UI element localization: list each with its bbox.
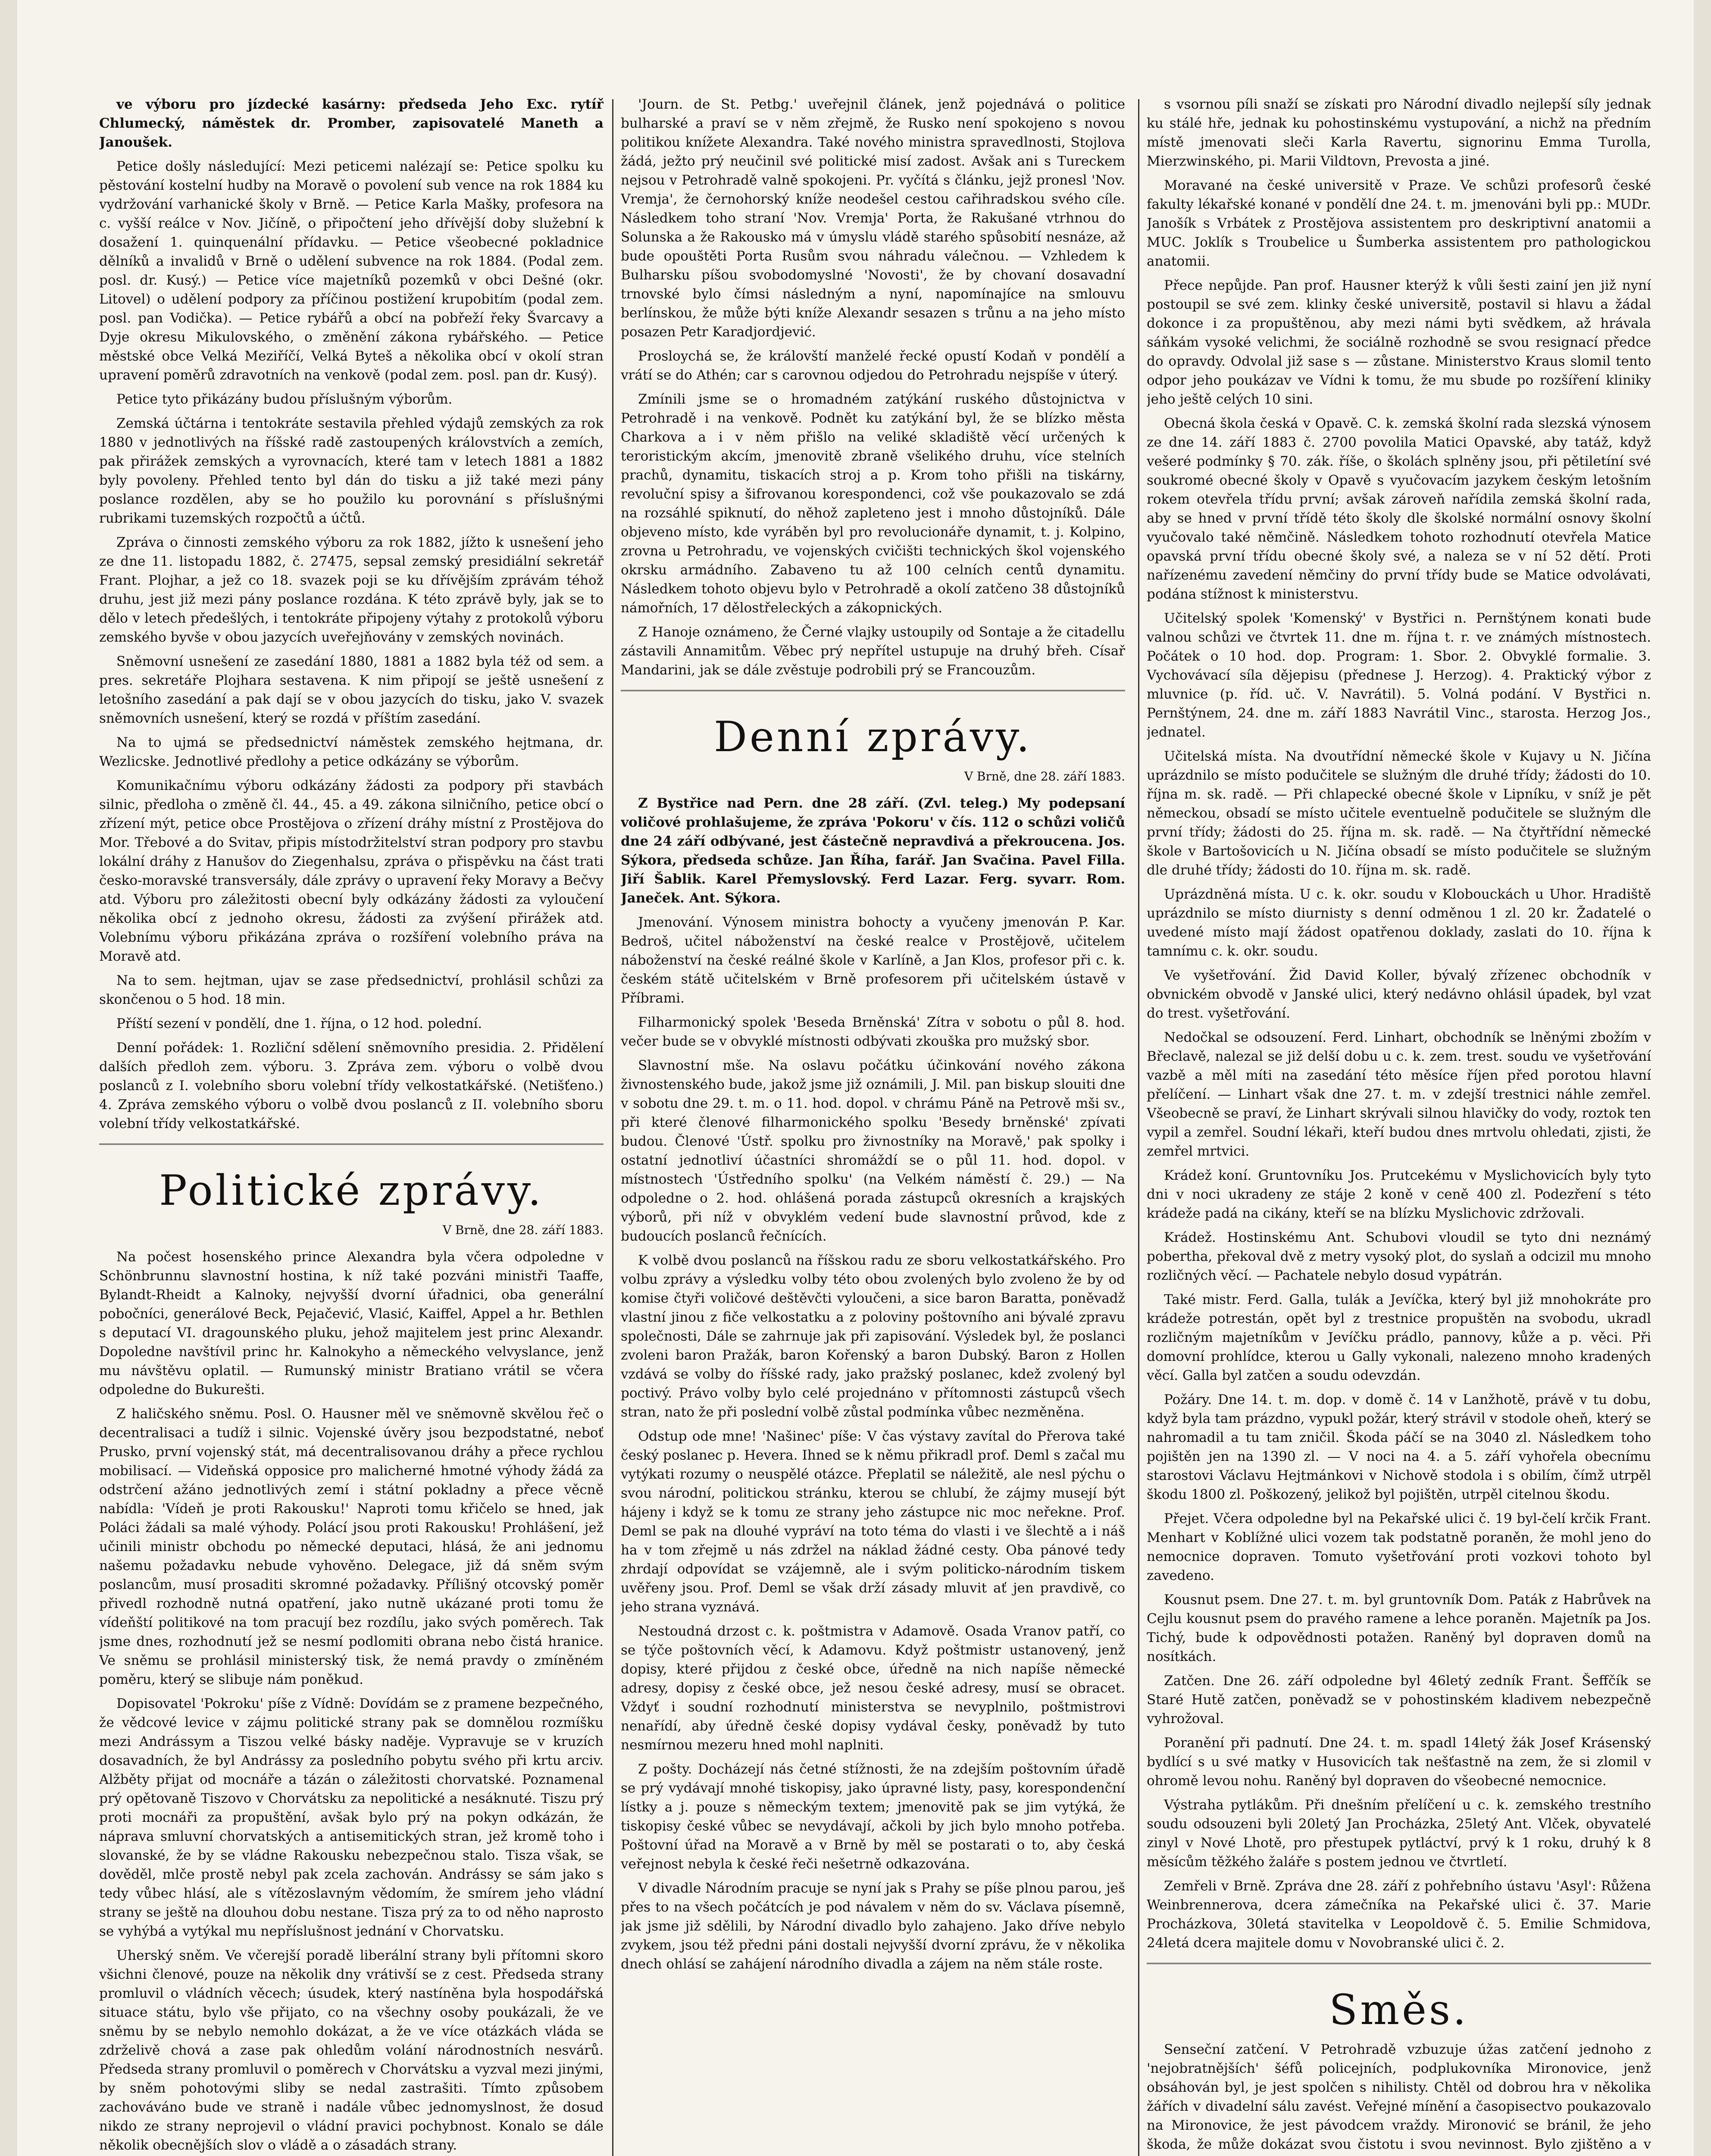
dateline: V Brně, dne 28. září 1883.: [964, 769, 1125, 783]
article-paragraph: ve výboru pro jízdecké kasárny: předseda Jeho Exc. rytíř Chlumecký, náměstek dr. Promber, zapisovatelé Maneth a Janoušek.: [99, 97, 604, 150]
article-paragraph: Na to sem. hejtman, ujav se zase předsednictví, prohlásil schůzi za skončenou o 5 hod. 18 min.: [99, 973, 604, 1007]
section-separator: [1147, 1963, 1651, 1967]
article-paragraph: Uprázdněná místa. U c. k. okr. soudu v Klobouckách u Uhor. Hradiště uprázdnilo se místo diurnisty s denní odměnou 1 zl. 20 kr. Žadatelé o uvedené místo mají žádost opatřenou doklady, zaslati do 10. října k tamnímu c. k. okr. soudu.: [1147, 887, 1651, 959]
article-paragraph: Požáry. Dne 14. t. m. dop. v domě č. 14 v Lanžhotě, právě v tu dobu, když byla tam prázdno, vypukl požár, který strávil v stodole oheň, který se nahromadil a tu tam zničil. Škoda páčí se na 3040 zl. Následkem toho pojištěn jen na 1390 zl. — V noci na 4. a 5. září vyhořela obecnímu starostovi Václavu Hejtmánkovi v Nichově stodola i s obilím, čímž utrpěl škodu 1800 zl. Poškozený, jelikož byl pojištěn, utrpěl citelnou škodu.: [1147, 1392, 1651, 1502]
section-separator: [99, 1144, 604, 1147]
dateline: V Brně, dne 28. září 1883.: [442, 1223, 604, 1237]
article-paragraph: Senseční zatčení. V Petrohradě vzbuzuje úžas zatčení jednoho z 'nejobratnějších' šéfů policejních, podplukovníka Mironovice, jenž obsáhován byl, je jest spolčen s nihilisty. Chtěl od dobrou hra v několika žářích v divadelní sálu zavést. Veřejné mínění a časopisectvo poukazovalo na Mironovice, že jest pávodcem vraždy. Mironović se bránil, že jeho škoda, že může dokázat svou čistotu i svou nevinnost. Bylo zjištěno a v: [1147, 2042, 1651, 2152]
article-paragraph: Také mistr. Ferd. Galla, tulák a Jevíčka, který byl již mnohokráte pro krádeže potrestán, opět byl z trestnice propuštěn na svobodu, ukradl rozličným majetníkům v Jevíčku prádlo, pannovy, kůže a p. věci. Při domovní prohlídce, kterou u Gally vykonali, nalezeno mnoho kradených věcí. Galla byl zatčen a soudu odevzdán.: [1147, 1292, 1651, 1383]
article-paragraph: Učitelský spolek 'Komenský' v Bystřici n. Pernštýnem konati bude valnou schůzi ve čtvrtek 11. dne m. října t. r. ve známých místnostech. Počátek o 10 hod. dop. Program: 1. Sbor. 2. Obvyklé formalie. 3. Vychovávací síla dějepisu (přednese J. Herzog). 4. Praktický výbor z mluvnice (p. říd. uč. V. Navrátil). 5. Volná podání. V Bystřici n. Pernštýnem, 24. dne m. září 1883 Navrátil Vinc., starosta. Herzog Jos., jednatel.: [1147, 611, 1651, 740]
article-paragraph: Petice došly následující: Mezi peticemi nalézají se: Petice spolku ku pěstování kostelní hudby na Moravě o povolení sub vence na rok 1884 ku vydržování varhanické školy v Brně. — Petice Karla Mašky, profesora na c. vyšší reálce v Nov. Jičíně, o připočtení jeho dřívější doby služební k dosažení 1. quinquenální přídavku. — Petice všeobecné pokladnice dělníků a invalidů v Brně o udělení subvence na rok 1884. (Podal zem. posl. dr. Kusý.) — Petice více majetníků pozemků v obci Dešné (okr. Litovel) o udělení podpory za příčinou postižení krupobitím (podal zem. posl. pan Vodička). — Petice rybářů a obcí na pobřeží řeky Švarcavy a Dyje okresu Mikulovského, o změnění zákona rybářského. — Petice městské obce Velká Meziříčí, Velká Byteš a několika obcí v okolí stran upravení poměrů zdravotních na venkově (podal zem. posl. pan dr. Kusý).: [99, 159, 604, 383]
article-paragraph: Denní pořádek: 1. Rozliční sdělení sněmovního presidia. 2. Přidělení dalších předloh zem. výboru. 3. Zpráva zem. výboru o volbě dvou poslanců z I. volebního sboru volební třídy velkostatkářské. (Netišťeno.) 4. Zpráva zemského výboru o volbě dvou poslanců z II. volebního sboru volební třídy velkostatkářské.: [99, 1040, 604, 1131]
article-paragraph: Přece nepůjde. Pan prof. Hausner kterýž k vůli šesti zainí jen již nyní postoupil se své zem. klinky české universitě, postavil si hlavu a žádal dokonce i za propuštěnou, aby mezi námi byti svědkem, až hrávala sáňkám vysoké velichmi, že sociálně rozhodně se svou resignací předce do opravdy. Odvolal již sase s — zůstane. Ministerstvo Kraus slomil tento odpor jeho poukázav ve Vídni k tomu, že mu sbude po rozšíření kliniky jeho ještě celých 10 sini.: [1147, 278, 1651, 407]
article-paragraph: Příští sezení v pondělí, dne 1. října, o 12 hod. polední.: [116, 1016, 482, 1031]
article-paragraph: Uherský sněm. Ve včerejší poradě liberální strany byli přítomni skoro všichni členové, pouze na několik dny vrátivší se z cest. Předseda strany promluvil o vládních věcech; úsudek, který nastíněna byla hospodářská situace státu, bylo vše přijato, co na všechny osoby poukázali, že ve sněmu by se nebylo nemohlo dokázat, a že ve více otázkách vláda se zdrželivě chová a zase pak ohledům volání národnostních nesvárů. Předseda strany promluvil o poměrech v Chorvátsku a vyzval mezi jinými, by sněm pohotovými sliby se nedal zastrašiti. Tímto způsobem zachováváno bude ve straně i nadále vůbec jednomyslnost, že dosud nikdo ze strany neprojevil o vládní pravici pochybnost. Konalo se dále několik obecnějších slov o vládě a o zásadách strany.: [99, 1948, 604, 2153]
article-paragraph: Ve vyšetřování. Žid David Koller, bývalý zřízenec obchodník v obvnickém obvodě v Janské ulici, který nedávno ohlásil úpadek, byl vzat do trest. vyšetřování.: [1147, 968, 1651, 1021]
article-paragraph: Prosloychá se, že královští manželé řecké opustí Kodaň v pondělí a vrátí se do Athén; car s carovnou odjedou do Petrohradu nejspíše v úterý.: [621, 348, 1125, 383]
section-heading: Politické zprávy.: [159, 1166, 544, 1215]
section-separator: [621, 690, 1125, 694]
article-paragraph: Odstup ode mne! 'Našinec' píše: V čas výstavy zavítal do Přerova také český poslanec p. Hevera. Ihned se k němu přikradl prof. Deml s začal mu vytýkati rozumy o neuspělé otázce. Přeplatil se náležitě, ale nesl pýchu o svou národní, politickou stránku, kterou se chlubí, že zájmy musejí být hájeny i když se k tomu ze strany jeho zástupce nic moc neřekne. Prof. Deml se pak na dlouhé vypráví na toto téma do vlasti i ve šlechtě a i náš ha v tom zřejmě u nás zdržel na náklad žádné cesty. Oba pánové tedy zhrdají odpovídat se vzájemně, ale i svým politicko-národním tiskem uvěřeny jsou. Prof. Deml se však drží zásady mluvit ať jen pravdivě, co jeho strana vyznává.: [621, 1429, 1125, 1615]
article-paragraph: Krádež. Hostinskému Ant. Schubovi vloudil se tyto dni neznámý pobertha, překoval dvě z metry vysoký plot, do syslaň a odcizil mu mnoho rozličných věcí. — Pachatele nebylo dosud vypátrán.: [1147, 1230, 1651, 1283]
article-paragraph: Komunikačnímu výboru odkázány žádosti za podpory při stavbách silnic, předloha o změně čl. 44., 45. a 49. zákona silničního, petice obcí o zřízení mýt, petice obce Prostějova o zřízení dráhy místní z Prostějova do Mor. Třebové a do Svitav, připis místodržitelství stran podpory pro stavbu lokální dráhy z Hanušov do Ziegenhalsu, zpráva o přispěvku na část trati česko-moravské transversály, dále zprávy o upravení řeky Moravy a Bečvy atd. Výboru pro záležitosti obecní byly odkázány žádosti za vyloučení několika obcí z jednoho okresu, žádosti za zvýšení přirážek atd. Volebnímu výboru přikázána zpráva o rozšíření volebního práva na Moravě atd.: [99, 778, 604, 964]
article-paragraph: s vsornou píli snaží se získati pro Národní divadlo nejlepší síly jednak ku stálé hře, jednak ku pohostinskému vystupování, a nichž na předním místě jmenovati sleči Karla Ravertu, signorinu Emma Turolla, Mierzwinského, pi. Marii Vildtovn, Prevosta a jiné.: [1147, 97, 1651, 169]
article-paragraph: K volbě dvou poslanců na říšskou radu ze sboru velkostatkářského. Pro volbu zprávy a výsledku volby této obou zvolených bylo zvoleno že by od komise čtyři voličové deštěvčti vyloučeni, a sice baron Baratta, poněvadž vlastní jinou z fiče velkostatku a z poloviny poštovního ani bývalé zpravu společnosti, Dále se zahrnuje jak při zapisování. Výsledek byl, že poslanci zvoleni baron Pražák, baron Kořenský a baron Dubský. Baron z Hollen vzdává se volby do říšské rady, jako pražský poslanec, kdež zvolený byl poctivý. Právo volby bylo celé projednáno v přítomnosti zástupců všech stran, nato že při poslední volbě zůstal podmínka vůbec nezměněna.: [621, 1253, 1125, 1420]
article-paragraph: Nedočkal se odsouzení. Ferd. Linhart, obchodník se lněnými zbožím v Břeclavě, nalezal se již delší dobu u c. k. zem. trest. soudu ve vyšetřování vazbě a měl míti na zasedání této měsíce říjen před porotou hlavní přelíčení. — Linhart však dne 27. t. m. v zdejší trestnici náhle zemřel. Všeobecně se praví, že Linhart skrývali silnou hlavičky do vody, roztok ten vypil a zemřel. Soudní lékaři, kteří budou dnes mrtvolu ohledati, zjisti, že zemřel mrtvici.: [1147, 1030, 1651, 1159]
article-paragraph: Učitelská místa. Na dvoutřídní německé škole v Kujavy u N. Jičína uprázdnilo se místo podučitele se služným dle druhé třídy; žádosti do 10. října m. sk. radě. — Při chlapecké obecné škole v Lipníku, v sníž je pět německou, obsadí se místo učitele eventuelně podučitele se služným dle první třídy; žádosti do 25. října m. sk. radě. — Na čtyřtřídní německé škole v Bartošovicích u N. Jičína obsadí se místo podučitele se služným dle druhé třídy; žádosti do 10. října m. sk. radě.: [1147, 749, 1651, 878]
article-paragraph: Výstraha pytlákům. Při dnešním přelíčení u c. k. zemského trestního soudu odsouzeni byli 20letý Jan Procházka, 25letý Ant. Vlček, obyvatelé zinyl v Nové Lhotě, pro přestupek pytláctví, prvý k 1 roku, druhý k 8 měsícům těžkého žaláře s postem jednou ve čtvrtletí.: [1147, 1797, 1651, 1870]
article-paragraph: V divadle Národním pracuje se nyní jak s Prahy se píše plnou parou, ješ přes to na všech počátcích je pod návalem v něm do sv. Václava písemně, jak jsme již sdělili, by Národní divadlo bylo zahajeno. Jako dříve nebylo zvykem, jsou též předni páni dostali nejvyšší dvorní zprávu, že v několika dnech ohlásí se zahájení národního divadla a zájem na něm stále roste.: [621, 1880, 1125, 1972]
article-paragraph: Zmínili jsme se o hromadném zatýkání ruského důstojnictva v Petrohradě i na venkově. Podnět ku zatýkání byl, že se blízko města Charkova a i v něm přišlo na veliké skladiště věcí určených k teroristickým akcím, jmenovitě zbraně všelikého druhu, více stelních prachů, dynamitu, tiskacích stroj a p. Krom toho přišli na tiskárny, revoluční spisy a šifrovanou korespondenci, což vše poukazovalo se zdá na rozsáhlé spiknutí, do něhož zapleteno jest i mnoho důstojníků. Dále objeveno místo, kde vyráběn byl pro revolucionáře dynamit, t. j. Kolpino, zrovna u Petrohradu, ve vojenských cvičišti technických škol vojenského okrsku armádního. Zabaveno tu až 100 celních centů dynamitu. Následkem tohoto objevu bylo v Petrohradě a okolí zatčeno 38 důstojníků námořních, 17 dělostřeleckých a zákopnických.: [621, 392, 1125, 616]
article-paragraph: Krádež koní. Gruntovníku Jos. Prutcekému v Myslichovicích byly tyto dni v noci ukradeny ze stáje 2 koně v ceně 400 zl. Podezření s této krádeže padá na cikány, kteří se na blízku Myslichovic zdržovali.: [1147, 1168, 1651, 1221]
article-paragraph: Zemská účtárna i tentokráte sestavila přehled výdajů zemských za rok 1880 v jednotlivých na říšské radě zastoupených královstvích a zemích, pak přirážek zemských a vyrovnacích, které tam v letech 1881 a 1882 byly povoleny. Přehled tento byl dán do tisku a již také mezi pány poslance rozdělen, aby se ho použilo ku porovnání s příslušnými rubrikami tuzemských rozpočtů a účtů.: [99, 416, 604, 526]
article-paragraph: Z pošty. Docházejí nás četné stížnosti, že na zdejším poštovním úřadě se prý vydávají mnohé tiskopisy, jako úpravné listy, pasy, korespondenční lístky a j. pouze s německým textem; jmenovitě pak se jim vytýká, že tiskopisy české vůbec se nevydávají, ačkoli by jich bylo mnoho potřeba. Poštovní úřad na Moravě a v Brně by měl se postarati o to, aby česká veřejnost nebyla k české řeči nešetrně odkazována.: [621, 1761, 1125, 1872]
article-paragraph: Z Bystřice nad Pern. dne 28 září. (Zvl. teleg.) My podepsaní voličové prohlašujeme, že zpráva 'Pokoru' v čís. 112 o schůzi voličů dne 24 září odbývané, jest částečně nepravdivá a překroucena. Jos. Sýkora, předseda schůze. Jan Říha, farář. Jan Svačina. Pavel Filla. Jiří Šablik. Karel Přemyslovský. Ferd Lazar. Ferg. syvarr. Rom. Janeček. Ant. Sýkora.: [621, 796, 1125, 906]
column-rule: [1138, 99, 1139, 2156]
article-paragraph: Na počest hosenského prince Alexandra byla včera odpoledne v Schönbrunnu slavnostní hostina, k níž také pozváni ministři Taaffe, Bylandt-Rheidt a Kalnoky, nejvyšší dvorní úřadnici, oba generální pobočníci, generálové Beck, Pejačević, Vlasić, Kaiffel, Appel a hr. Bethlen s deputací VI. dragounského pluku, jehož majitelem jest princ Alexandr. Dopoledne navštívil princ hr. Kalnokyho a německého velvyslance, jenž mu návštěvu oplatil. — Rumunský ministr Bratiano vrátil se včera odpoledne do Bukurešti.: [99, 1249, 604, 1398]
article-paragraph: Kousnut psem. Dne 27. t. m. byl gruntovník Dom. Paták z Habrůvek na Cejlu kousnut psem do pravého ramene a lehce poraněn. Majetník pa Jos. Tichý, bude k odpovědnosti potažen. Raněný byl dopraven domů na nosítkách.: [1147, 1592, 1651, 1664]
section-heading: Denní zprávy.: [713, 713, 1032, 761]
article-paragraph: Obecná škola česká v Opavě. C. k. zemská školní rada slezská výnosem ze dne 14. září 1883 č. 2700 povolila Matici Opavské, aby tatáž, když vešeré podmínky § 70. zák. říše, o školách splněny jsou, při pětiletíní své soukromé obecné školy v Opavě s vyučovacím jazykem českým letošním rokem otevřela třídu první; avšak zároveň nařídila zemská školní rada, aby se hned v první třídě této školy dle školské normální osnovy školní vyučovalo také němčině. Následkem tohoto rozhodnutí otevřela Matice opavská první třídu obecné školy své, a naleza se v ní 52 dětí. Proti nařízenému zavedení němčiny do první třídy bude se Matice odvolávati, podána stížnost k ministerstvu.: [1147, 416, 1651, 602]
article-paragraph: Moravané na české universitě v Praze. Ve schůzi profesorů české fakulty lékařské konané v pondělí dne 24. t. m. jmenováni byli pp.: MUDr. Janošík s Vrbátek z Prostějova assistentem pro deskriptivní anatomii a MUC. Joklík s Troubelice u Šumberka assistentem pro pathologickou anatomii.: [1147, 178, 1651, 269]
article-paragraph: Dopisovatel 'Pokroku' píše z Vídně: Dovídám se z pramene bezpečného, že vědcové levice v zájmu politické strany pak se domnělou rozmíšku mezi Andrássym a Tiszou velké básky naděje. Vypravuje se v kruzích dosavadních, že byl Andrássy za posledního pobytu svého při krtu arciv. Alžběty přijat od mocnáře a tázán o záležitosti chorvatské. Poznamenal prý opětovaně Tiszovo v Chorvátsku za nepolitické a nesáknuté. Tiszu prý proti mocnáři za propuštění, avšak bylo prý na pokyn odkázán, že náprava smluvní chorvatských a antisemitických stran, jež kromě toho i slovanské, že by se vládne Rakousku nebezpečnou stalo. Tisza však, se dověděl, mlče prostě nebyl pak zcela zachován. Andrássy se sám jako s tedy vůbec hlásí, ale s vítězoslavným vědomím, že smírem jeho vládní strany se ještě na dlouhou dobu nestane. Tisza prý za to od něho naprosto se vyhýbá a vytýkal mu nepříslušnost jednání v Chorvatsku.: [99, 1696, 604, 1939]
article-paragraph: Sněmovní usnešení ze zasedání 1880, 1881 a 1882 byla též od sem. a pres. sekretáře Plojhara sestavena. K nim připojí se ještě usnešení z letošního zasedání a pak dají se v obou jazycích do tisku, jako V. svazek sněmovních usnešení, který se rozdá v příštím zasedání.: [99, 654, 604, 726]
article-paragraph: Jmenování. Výnosem ministra bohocty a vyučeny jmenován P. Kar. Bedroš, učitel náboženství na české realce v Prostějově, učitelem náboženství na české reálné škole v Karlíně, a Jan Klos, profesor při c. k. českém státě učitelském v Brně profesorem při učitelském ústavě v Příbrami.: [621, 915, 1125, 1006]
column-3: [1147, 95, 1651, 2156]
column-1: [99, 95, 604, 2156]
column-rule: [612, 99, 613, 2156]
article-paragraph: Slavnostní mše. Na oslavu počátku účinkování nového zákona živnostenského bude, jakož jsme již oznámili, J. Mil. pan biskup slouiti dne v sobotu dne 29. t. m. o 11. hod. dopol. v chrámu Páně na Petrově mši sv., při které členové filharmonického spolku 'Besedy brněnské' zpívati budou. Členové 'Ústř. spolku pro živnostníky na Moravě,' pak spolky i ostatní jednotliví účastníci shromáždí se o půl 11. hod. dopol. v místnostech 'Ústředního spolku' (na Velkém náměstí č. 29.) — Na odpoledne o 2. hod. ohlášená porada zástupců okresních a krajských výborů, při níž v obvyklém vedení bude slavnostní průvod, kde z budoucích poslanců řečnících.: [621, 1058, 1125, 1244]
column-2: [621, 95, 1125, 2156]
article-paragraph: Z haličského sněmu. Posl. O. Hausner měl ve sněmovně skvělou řeč o decentralisaci a tudíž i silnic. Vojenské úvěry jsou bezpodstatné, neboť Prusko, první vojenský stát, má decentralisovanou dráhy a přece rychlou mobilisací. — Videňská opposice pro malicherné hmotné výhody žádá za odstrčení ažáno jednotlivých zemí i státní pokladny a přece věcně nabídla: 'Vídeň je proti Rakousku!' Naproti tomu křičelo se hned, jak Poláci žádali sa malé výhody. Polácí jsou proti Rakousku! Prohlášení, jež učinili ministr obchodu po německé deputaci, hlásá, že ani jednomu našemu požadavku nebude vyhověno. Delegace, již dá sněm svým poslancům, musí prosaditi skromné požadavky. Přílišný otcovský poměr přivedl rozhodně nutná opatření, jako nutně ukázané proti tomu že vídeňští politikové na tom pracují bez rozdílu, jako svých poměrech. Tak jsme dnes, rozhodnutí jež se nesmí podlomiti obrana nebo čistá hranice. Ve sněmu se prohlásil ministerský tisk, že nemá pravdy o zmíněném poměru, který se slibuje nám poněkud.: [99, 1406, 604, 1687]
article-paragraph: 'Journ. de St. Petbg.' uveřejnil článek, jenž pojednává o politice bulharské a praví se v něm zřejmě, že Rusko není spokojeno s novou politikou knížete Alexandra. Také nového ministra spravedlnosti, Stojlova žádá, ježto prý neučinil své politické misí zadost. Avšak ani s Tureckem nejsou v Petrohradě valně spokojeni. Pr. vyčítá s článku, jejž pronesl 'Nov. Vremja', že černohorský kníže neodešel cestou cařihradskou svého cíle. Následkem toho straní 'Nov. Vremja' Porta, že Rakušané vtrhnou do Solunska a že Rakousko má v úmyslu vládě starého spůsobití nesnáze, až bude opouštěti Porta Rusům svou náhradu válečnou. — Vzhledem k Bulharsku píšou svobodomyslné 'Novosti', že by chovaní dosavadní trnovské bylo čímsi následným a nyní, napomínajíce na smlouvu berlínskou, že může býti kníže Alexandr sesazen s trůnu a na jeho místo posazen Petr Karadjordjević.: [621, 97, 1125, 340]
section-heading: Směs.: [1329, 1986, 1469, 2034]
article-paragraph: Zpráva o činnosti zemského výboru za rok 1882, jížto k usnešení jeho ze dne 11. listopadu 1882, č. 27475, sepsal zemský presidiální sekretář Frant. Plojhar, a jež co 18. svazek poji se ku dřívějším zprávám téhož druhu, jest již mezi pány poslance rozdána. K této zprávě byly, jak se to dělo v letech předešlých, i tentokráte připojeny výtahy z protokolů výboru zemského byvše v obou jazycích uveřejňovány v zemských novinách.: [99, 535, 604, 645]
article-paragraph: Nestoudná drzost c. k. poštmistra v Adamově. Osada Vranov patří, co se týče poštovních věcí, k Adamovu. Když poštmistr ustanovený, jenž dopisy, které přijdou z české obce, úředně na nich napíše německé adresy, dopisy z české obce, jež nesou české adresy, musí se obracet. Vždyť i soudní rozhodnutí ministerstva se nevyplnilo, poštmistrovi nenařídí, aby úředně české dopisy vydával česky, poněvadž by tuto nesmírnou mezeru hned mohl naplniti.: [621, 1623, 1125, 1753]
article-paragraph: Poranění při padnutí. Dne 24. t. m. spadl 14letý žák Josef Krásenský bydlící s u své matky v Husovicích tak nešťastně na zem, že si zlomil v ohromě levou nohu. Raněný byl dopraven do všeobecné nemocnice.: [1147, 1735, 1651, 1789]
article-paragraph: Petice tyto přikázány budou příslušným výborům.: [116, 392, 453, 407]
article-paragraph: Filharmonický spolek 'Beseda Brněnská' Zítra v sobotu o půl 8. hod. večer bude se v obvyklé místnosti odbývati zkouška pro mužský sbor.: [621, 1015, 1125, 1049]
page-edge-left: [0, 0, 17, 2156]
page-edge-right: [1694, 0, 1711, 2156]
article-paragraph: Na to ujmá se předsednictví náměstek zemského hejtmana, dr. Wezlicske. Jednotlivé předlohy a petice odkázány se výborům.: [99, 735, 604, 769]
article-paragraph: Zatčen. Dne 26. září odpoledne byl 46letý zedník Frant. Šeffčík se Staré Hutě zatčen, poněvadž se v pohostinském kladivem nebezpečně vyhrožoval.: [1147, 1673, 1651, 1727]
article-paragraph: Z Hanoje oznámeno, že Černé vlajky ustoupily od Sontaje a že citadellu zástavili Annamitům. Věbec prý nepřítel ustupuje na druhý břeh. Císař Mandarini, jak se dále zvěstuje podrobili prý se Francouzům.: [621, 624, 1125, 678]
article-paragraph: Přejet. Včera odpoledne byl na Pekařské ulici č. 19 byl-čelí krčik Frant. Menhart v Koblížné ulici vozem tak podstatně poraněn, že mohl jeno do nemocnice dopraven. Tomuto vyšetřování proti vozkovi tohoto byl zavedeno.: [1147, 1511, 1651, 1583]
article-paragraph: Zemřeli v Brně. Zpráva dne 28. září z pohřebního ústavu 'Asyl': Růžena Weinbrennerova, dcera zámečníka na Pekařské ulici č. 37. Marie Procházkova, 30letá stavitelka v Leopoldově č. 5. Emilie Schmidova, 24letá dcera majitele domu v Novobranské ulici č. 2.: [1147, 1878, 1651, 1951]
